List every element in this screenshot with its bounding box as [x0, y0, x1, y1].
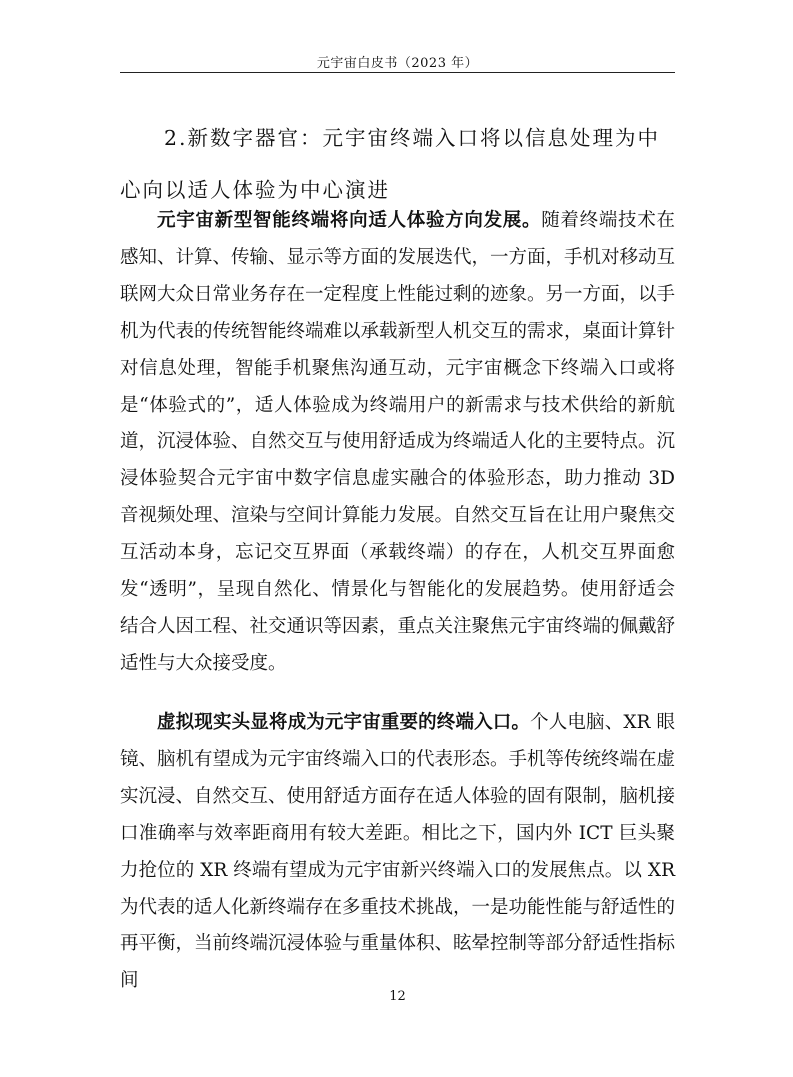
header-divider	[120, 72, 675, 73]
paragraph-body: 个人电脑、XR 眼镜、脑机有望成为元宇宙终端入口的代表形态。手机等传统终端在虚实沉浸、自然交互、使用舒适方面存在适人体验的固有限制，脑机接口准确率与效率距商用有较大差距。相比之下，国内外 ICT 巨头聚力抢位的 XR 终端有望成为元宇宙新兴终端入口的发展焦点。以 XR 为代表的适人化新终端存在多重技术挑战，一是功能性能与舒适性的再平衡，当前终端沉浸体验与重量体积、眩晕控制等部分舒适性指标间	[120, 712, 676, 992]
paragraph-body: 随着终端技术在感知、计算、传输、显示等方面的发展迭代，一方面，手机对移动互联网大众日常业务存在一定程度上性能过剩的迹象。另一方面，以手机为代表的传统智能终端难以承载新型人机交互的需求，桌面计算针对信息处理，智能手机聚焦沟通互动，元宇宙概念下终端入口或将是“体验式的”，适人体验成为终端用户的新需求与技术供给的新航道，沉浸体验、自然交互与使用舒适成为终端适人化的主要特点。沉浸体验契合元宇宙中数字信息虚实融合的体验形态，助力推动 3D 音视频处理、渲染与空间计算能力发展。自然交互旨在让用户聚焦交互活动本身，忘记交互界面（承载终端）的存在，人机交互界面愈发“透明”，呈现自然化、情景化与智能化的发展趋势。使用舒适会结合人因工程、社交通识等因素，重点关注聚焦元宇宙终端的佩戴舒适性与大众接受度。	[120, 210, 676, 674]
running-header: 元宇宙白皮书（2023 年）	[316, 56, 479, 71]
page-number: 12	[389, 989, 406, 1004]
section-heading: 2.新数字器官：元宇宙终端入口将以信息处理为中心向以适人体验为中心演进	[120, 126, 661, 202]
paragraph-vr-headset	[120, 705, 675, 1000]
paragraph-lead-sentence: 元宇宙新型智能终端将向适人体验方向发展。	[157, 210, 542, 231]
paragraph-lead-sentence: 虚拟现实头显将成为元宇宙重要的终端入口。	[157, 712, 531, 733]
paragraph-terminal-trend	[120, 203, 675, 683]
